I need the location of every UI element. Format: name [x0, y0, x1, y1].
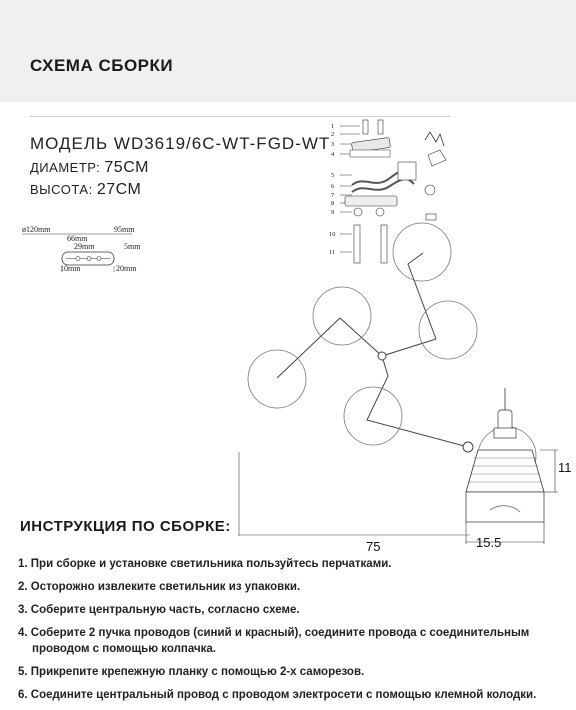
rod: [381, 225, 387, 263]
shade-disc: [248, 350, 306, 408]
page-title: СХЕМА СБОРКИ: [30, 56, 174, 75]
canopy: [345, 196, 397, 206]
arm: [408, 253, 436, 339]
width-dimension: [239, 452, 470, 536]
dim-29-label: 29mm: [74, 242, 95, 251]
part-number: 2: [331, 131, 335, 138]
list-item: [18, 556, 574, 572]
step-text: 1. При сборке и установке светильника пользуйтесь перчатками.: [18, 558, 392, 570]
screw-icon: [363, 120, 368, 134]
bracket: [350, 150, 390, 157]
screw-hole-icon: [87, 257, 91, 261]
part-number: 9: [331, 209, 335, 216]
shade-height-label: 11: [558, 460, 572, 475]
dim-20-label: 20mm: [116, 264, 137, 273]
shade-width-label: 15.5: [476, 535, 502, 550]
side-view-shade: [466, 388, 558, 544]
arm: [340, 318, 436, 356]
arm: [367, 356, 468, 447]
dim-10-label: 10mm: [60, 264, 81, 273]
diameter-label: ДИАМЕТР:: [30, 160, 101, 175]
height-label: ВЫСОТА:: [30, 182, 93, 197]
height-value: 27СМ: [96, 181, 142, 198]
exploded-parts-view: [329, 120, 446, 263]
part-number: 3: [331, 141, 335, 148]
part-number: 11: [329, 249, 336, 256]
list-item: [18, 664, 574, 680]
width-dimension-label: 75: [366, 539, 381, 554]
glass-shade: [466, 450, 544, 492]
step-text: 6. Соедините центральный провод с проводом электросети с помощью клемной колодки.: [18, 689, 537, 701]
rod: [354, 225, 360, 263]
list-item: [18, 625, 574, 657]
screw-hole-icon: [76, 257, 80, 261]
part-number: 10: [329, 231, 336, 238]
shade-disc: [419, 301, 477, 359]
list-item: [18, 579, 574, 595]
shade-disc: [393, 223, 451, 281]
top-view-chandelier: [248, 223, 536, 485]
dim-120-label: ø120mm: [22, 225, 51, 234]
screw-icon: [378, 120, 383, 134]
part-number: 5: [331, 172, 335, 179]
wire-cap-icon: [428, 150, 446, 166]
canopy-dimension-diagram: [22, 225, 141, 273]
step-text: 5. Прикрепите крепежную планку с помощью 2-х саморезов.: [18, 666, 365, 678]
terminal-block-icon: [398, 162, 416, 180]
dim-95-label: 95mm: [114, 225, 135, 234]
list-item: [18, 687, 574, 703]
dim-5-label: 5mm: [124, 242, 141, 251]
shade-disc: [313, 287, 371, 345]
step-text: 4. Соберите 2 пучка проводов (синий и красный), соедините провода с соединительным: [18, 627, 530, 639]
step-text-continued: проводом с помощью колпачка.: [32, 643, 216, 655]
part-number: 4: [331, 151, 335, 158]
part-number: 6: [331, 183, 335, 190]
instructions-list: [18, 556, 574, 710]
screw-hole-icon: [97, 257, 101, 261]
instructions-title: ИНСТРУКЦИЯ ПО СБОРКЕ:: [20, 518, 231, 535]
shade-disc: [344, 387, 402, 445]
step-text: 3. Соберите центральную часть, согласно схеме.: [18, 604, 300, 616]
part-number: 8: [331, 200, 335, 207]
list-item: [18, 602, 574, 618]
dim-66-label: 66mm: [67, 234, 88, 243]
part-number: 1: [331, 123, 335, 130]
step-text: 2. Осторожно извлеките светильник из упаковки.: [18, 581, 301, 593]
diameter-value: 75СМ: [104, 159, 149, 176]
model-name: МОДЕЛЬ WD3619/6C-WT-FGD-WT: [30, 134, 331, 153]
part-number: 7: [331, 192, 335, 199]
arm: [277, 318, 340, 378]
